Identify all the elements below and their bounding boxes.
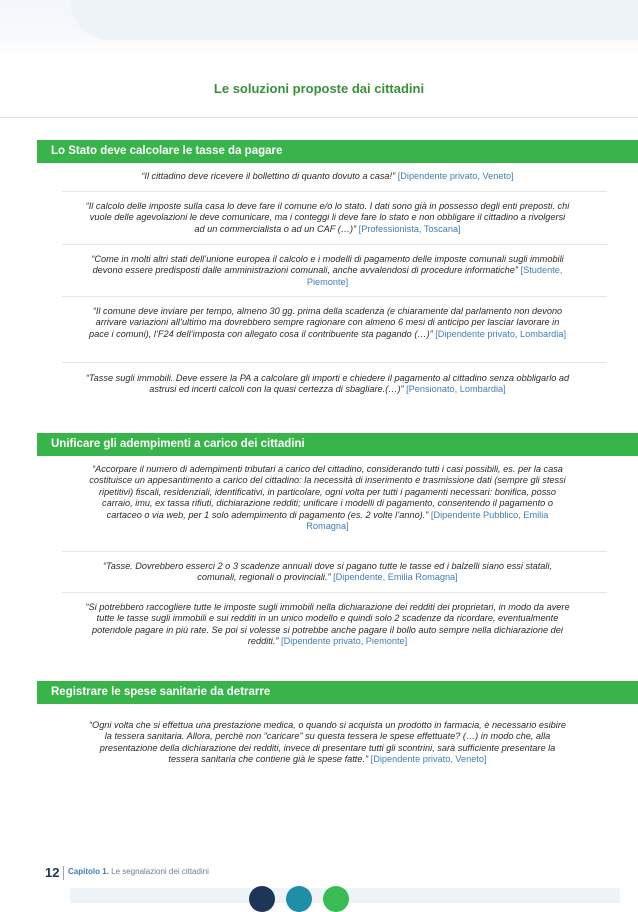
- section-header-spese-sanitarie: Registrare le spese sanitarie da detrarre: [37, 681, 638, 704]
- footer-chapter-number: Capitolo 1.: [68, 867, 109, 876]
- quote-divider: [62, 244, 607, 245]
- decorative-circle: [286, 886, 312, 912]
- quote-text: “Il calcolo delle imposte sulla casa lo deve fare il comune e/o lo stato. I dati sono già in possesso degli enti preposti. chi vuole delle agevolazioni le deve comunicare, ma i conteggi li deve fare lo stato e non obbligare il cittadino a rivolgersi ad un commercialista o ad un CAF (…)”: [85, 201, 570, 234]
- quote-text: “Si potrebbero raccogliere tutte le imposte sugli immobili nella dichiarazione dei redditi dei proprietari, in modo da avere tutte le tasse sugli immobili e sui redditi in un unico modello e quindi solo 2 scadenze da ricordare, eventualmente potendole pagare in più rate. Se poi si volesse si potrebbe anche pagare il bollo auto sempre nella dichiarazione dei redditi.”: [85, 602, 570, 647]
- quote-source: [Dipendente Pubblico, Emilia Romagna]: [306, 509, 549, 532]
- quote-source: [Dipendente, Emilia Romagna]: [333, 572, 458, 583]
- quote-text: “Il cittadino deve ricevere il bollettino di quanto dovuto a casa!”: [141, 171, 398, 181]
- quote: [85, 464, 570, 532]
- quote-text: “Accorpare il numero di adempimenti tributari a carico del cittadino, considerando tutti i casi possibili, es. per la casa costituisce un appesantimento a carico del cittadino: la necessità di inserimento e trasmissione dati (sempre gli stessi ripetitivi) fiscali, residenziali, identificativi, in particolare, ogni volta per tutti i pagamenti necessari: bonifica, posso carraio, imu, ex tassa rifiuti, dichiarazione redditi; unificare i modelli di pagamento, consentendo il pagamento o cartaceo o via web, per 1 solo adempimento di pagamento (es. 2 volte l’anno).”: [89, 464, 566, 520]
- quote-source: [Studente, Piemonte]: [306, 265, 563, 287]
- quote-source: [Dipendente privato, Veneto]: [370, 754, 487, 765]
- quote: [85, 171, 570, 182]
- quote: [85, 373, 570, 396]
- footer-chapter-title: Le segnalazioni dei cittadini: [108, 867, 209, 876]
- header-band-shape: [70, 0, 638, 40]
- section-header-stato: Lo Stato deve calcolare le tasse da pagare: [37, 140, 638, 163]
- quote-source: [Professionista, Toscana]: [358, 223, 461, 234]
- quote-text: “Il comune deve inviare per tempo, almeno 30 gg. prima della scadenza (e chiaramente dal parlamento non devono arrivare variazioni all’ultimo ma dovrebbero sempre ragionare con almeno 6 mesi di anticipo per lasciar lavorare in pace i comuni), l’F24 dell’imposta con allegato cosa il contribuente sta pagando (…)”: [89, 306, 563, 339]
- footer-chapter: [68, 867, 209, 876]
- quote-source: [Pensionato, Lombardia]: [406, 384, 506, 395]
- quote-text: “Tasse. Dovrebbero esserci 2 o 3 scadenze annuali dove si pagano tutte le tasse ed i balzelli siano essi statali, comunali, regionali o provinciali.”: [102, 561, 553, 583]
- quote: [85, 306, 570, 340]
- quote-divider: [62, 191, 607, 192]
- quote-source: [Dipendente privato, Veneto]: [397, 171, 514, 181]
- page-title: Le soluzioni proposte dai cittadini: [213, 81, 425, 96]
- decorative-circle: [323, 886, 349, 912]
- quote-source: [Dipendente privato, Piemonte]: [281, 636, 408, 647]
- quote-divider: [62, 296, 607, 297]
- divider: [0, 117, 638, 118]
- quote: [85, 254, 570, 288]
- quote: [85, 561, 570, 584]
- header-band: [0, 0, 638, 60]
- quote-divider: [62, 551, 607, 552]
- decorative-circle: [249, 886, 275, 912]
- quote-divider: [62, 362, 607, 363]
- quote-text: “Tasse sugli immobili. Deve essere la PA a calcolare gli importi e chiedere il pagamento al cittadino senza obbligarlo ad astrusi ed incerti calcoli con la quasi certezza di sbagliare.(…)”: [85, 373, 570, 395]
- page-number: 12: [45, 865, 60, 880]
- footer-divider: [63, 866, 64, 880]
- quote: [85, 201, 570, 235]
- quote-source: [Dipendente privato, Lombardia]: [435, 328, 566, 339]
- quote: [85, 720, 570, 766]
- quote-divider: [62, 592, 607, 593]
- quote-text: “Come in molti altri stati dell’unione europea il calcolo e i modelli di pagamento delle imposte comunali sugli immobili devono essere predisposti dalle amministrazioni comunali, anche avvalendosi di procedure informatiche”: [91, 254, 564, 276]
- quote: [85, 602, 570, 648]
- section-header-unificare: Unificare gli adempimenti a carico dei cittadini: [37, 433, 638, 456]
- quote-text: “Ogni volta che si effettua una prestazione medica, o quando si acquista un prodotto in farmacia, è necessario esibire la tessera sanitaria. Allora, perchè non “caricare” su questa tessera le spese effettuate? (…) in modo che, alla presentazione della dichiarazione dei redditi, invece di presentare tutti gli scontrini, sarà sufficiente presentare la tessera sanitaria che contiene già le spese fatte.”: [88, 720, 566, 765]
